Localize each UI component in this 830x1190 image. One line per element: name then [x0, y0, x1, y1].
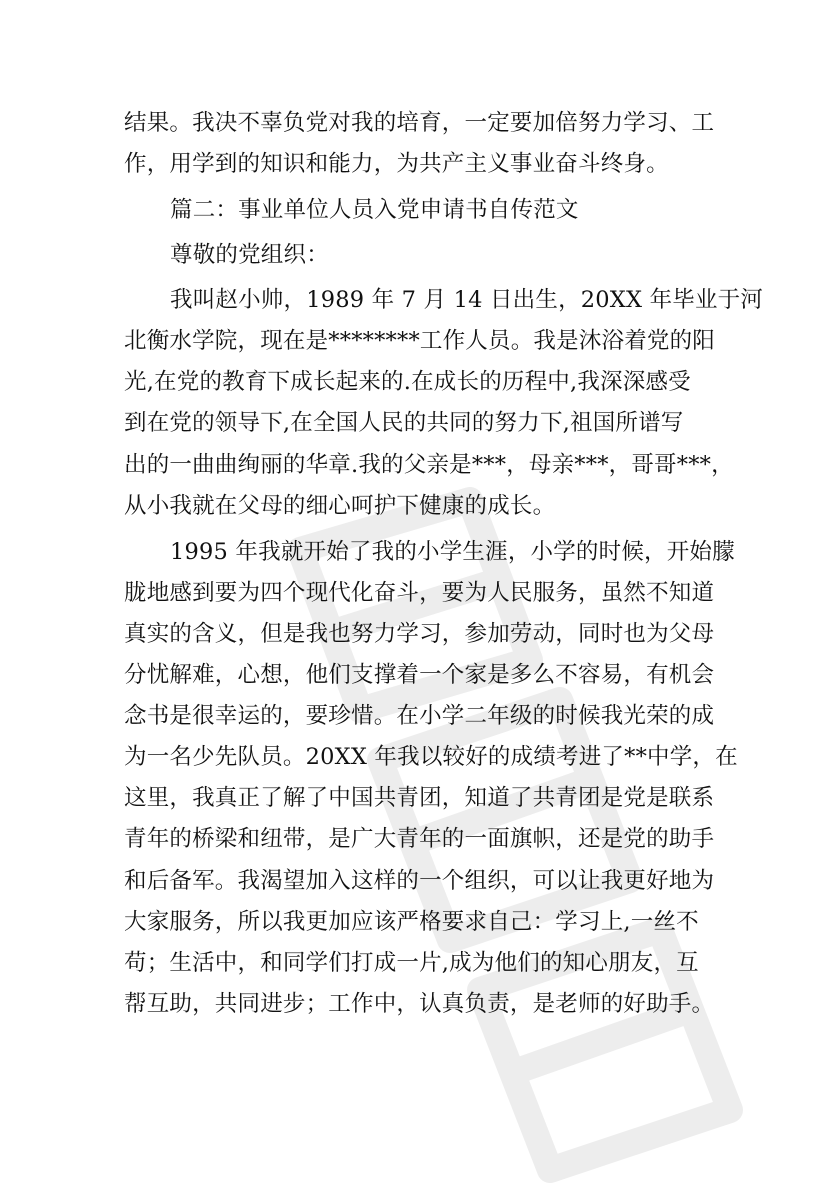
- text-line: 出的一曲曲绚丽的华章.我的父亲是***，母亲***，哥哥***，: [124, 452, 734, 478]
- text-line: 我叫赵小帅，1989 年 7 月 14 日出生，20XX 年毕业于河: [170, 287, 764, 313]
- text-line: 和后备军。我渴望加入这样的一个组织，可以让我更好地为: [124, 868, 715, 894]
- text-line: 胧地感到要为四个现代化奋斗，要为人民服务，虽然不知道: [124, 580, 715, 606]
- text-line: 苟；生活中，和同学们打成一片,成为他们的知心朋友，互: [124, 950, 699, 976]
- text-line: 为一名少先队员。20XX 年我以较好的成绩考进了**中学，在: [124, 744, 738, 770]
- text-line: 光,在党的教育下成长起来的.在成长的历程中,我深深感受: [124, 369, 691, 395]
- text-line: 青年的桥梁和纽带，是广大青年的一面旗帜，还是党的助手: [124, 826, 715, 852]
- text-line: 到在党的领导下,在全国人民的共同的努力下,祖国所谱写: [124, 410, 684, 436]
- text-line: 作，用学到的知识和能力，为共产主义事业奋斗终身。: [124, 151, 669, 177]
- text-line: 结果。我决不辜负党对我的培育，一定要加倍努力学习、工: [124, 110, 715, 136]
- text-line: 大家服务，所以我更加应该严格要求自己：学习上,一丝不: [124, 909, 699, 935]
- text-line: 这里，我真正了解了中国共青团，知道了共青团是党是联系: [124, 785, 715, 811]
- text-line: 帮互助，共同进步；工作中，认真负责，是老师的好助手。: [124, 991, 715, 1017]
- text-line: 1995 年我就开始了我的小学生涯，小学的时候，开始朦: [170, 539, 735, 565]
- text-line: 从小我就在父母的细心呵护下健康的成长。: [124, 493, 556, 519]
- text-line: 念书是很幸运的，要珍惜。在小学二年级的时候我光荣的成: [124, 703, 715, 729]
- salutation: 尊敬的党组织：: [170, 242, 329, 268]
- text-line: 真实的含义，但是我也努力学习，参加劳动，同时也为父母: [124, 621, 715, 647]
- section-heading: 篇二：事业单位人员入党申请书自传范文: [170, 197, 579, 223]
- text-line: 北衡水学院，现在是********工作人员。我是沐浴着党的阳: [124, 328, 716, 354]
- text-line: 分忧解难，心想，他们支撑着一个家是多么不容易，有机会: [124, 662, 715, 688]
